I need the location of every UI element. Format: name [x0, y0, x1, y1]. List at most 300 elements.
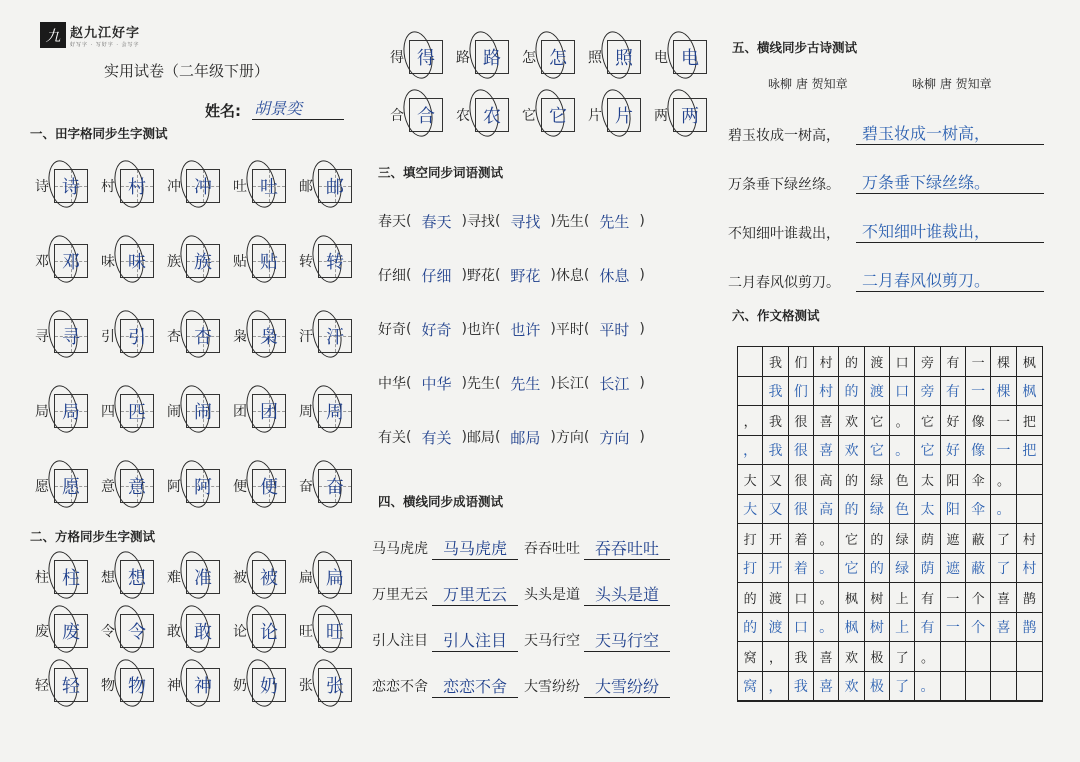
handwritten-cell[interactable]: 好 [941, 436, 966, 466]
printed-cell: 。 [991, 465, 1016, 495]
answer-paren[interactable] [495, 373, 556, 394]
answer-box[interactable] [186, 394, 220, 428]
printed-cell: 棵 [991, 347, 1016, 377]
handwritten-cell[interactable]: 树 [865, 613, 890, 643]
handwritten-cell[interactable]: 它 [915, 436, 940, 466]
handwritten-cell[interactable]: 像 [966, 436, 991, 466]
prompt-word: 平时 [555, 322, 584, 338]
handwritten-cell[interactable] [966, 672, 991, 702]
answer-char: 论 [260, 622, 278, 643]
char-row [30, 298, 360, 373]
poem-answer[interactable]: 不知细叶谁裁出， [856, 219, 1044, 243]
prompt-word: 春天 [378, 214, 406, 230]
answer-box[interactable] [186, 668, 220, 702]
handwritten-cell[interactable]: 了 [991, 554, 1016, 584]
answer-char: 合 [417, 106, 435, 127]
prompt-char: 两 [654, 108, 668, 124]
close-paren: ) [461, 375, 467, 391]
handwritten-cell[interactable]: 阳 [941, 495, 966, 525]
prompt-char: 轻 [35, 678, 49, 694]
handwritten-cell[interactable]: 的 [865, 554, 890, 584]
close-paren: ) [550, 429, 556, 445]
handwritten-cell[interactable]: 欢 [839, 436, 864, 466]
prompt-char: 废 [35, 624, 49, 640]
answer-box[interactable] [607, 98, 641, 132]
printed-cell: 很 [789, 406, 814, 436]
printed-cell: 了 [890, 642, 915, 672]
answer-paren[interactable] [495, 319, 556, 340]
answer-box[interactable] [318, 668, 352, 702]
handwritten-cell[interactable] [941, 672, 966, 702]
prompt-char: 柱 [35, 570, 49, 586]
answer-box[interactable] [54, 394, 88, 428]
printed-cell: 了 [991, 524, 1016, 554]
printed-cell: 。 [915, 642, 940, 672]
logo-mark-icon: 九 [40, 22, 66, 48]
section-title-2: 二、方格同步生字测试 [30, 529, 156, 544]
answer-idiom[interactable]: 引人注目 [432, 628, 518, 652]
logo-subtext: 好写字 · 写好字 · 会写字 [70, 42, 140, 48]
answer-box[interactable] [54, 614, 88, 648]
prompt-char: 照 [588, 50, 602, 66]
answer-box[interactable] [409, 40, 443, 74]
answer-box[interactable] [252, 614, 286, 648]
open-paren: ( [583, 267, 590, 283]
handwritten-cell[interactable]: 。 [814, 613, 839, 643]
name-field[interactable]: 胡景奕 [252, 96, 344, 120]
printed-cell: 阳 [941, 465, 966, 495]
handwritten-cell[interactable]: 蔽 [966, 554, 991, 584]
handwritten-cell[interactable]: 村 [1017, 554, 1042, 584]
answer-box[interactable] [673, 40, 707, 74]
prompt-char: 片 [588, 108, 602, 124]
answer-box[interactable] [186, 560, 220, 594]
answer-char: 准 [194, 568, 212, 589]
prompt-char: 农 [456, 108, 470, 124]
answer-char: 杏 [194, 326, 212, 348]
handwritten-cell[interactable]: 一 [991, 436, 1016, 466]
answer-box[interactable] [186, 614, 220, 648]
section-title-4: 四、横线同步成语测试 [378, 494, 504, 509]
answer-idiom[interactable]: 恋恋不舍 [432, 674, 518, 698]
answer-box[interactable] [120, 244, 154, 278]
answer-word: 长江 [599, 374, 630, 393]
answer-paren[interactable] [495, 427, 556, 448]
answer-box[interactable] [120, 394, 154, 428]
answer-box[interactable] [54, 244, 88, 278]
handwritten-cell[interactable]: 着 [789, 554, 814, 584]
printed-cell: 绿 [890, 524, 915, 554]
answer-char: 村 [128, 176, 146, 198]
answer-paren[interactable] [495, 211, 556, 232]
close-paren: ) [639, 321, 645, 337]
answer-char: 邮 [326, 176, 344, 198]
handwritten-cell[interactable]: 很 [789, 495, 814, 525]
printed-cell: 喜 [814, 406, 839, 436]
handwritten-cell[interactable]: 窝 [738, 672, 763, 702]
printed-cell: 它 [915, 406, 940, 436]
handwritten-cell[interactable]: 一 [941, 613, 966, 643]
answer-paren[interactable] [584, 427, 645, 448]
answer-box[interactable] [186, 169, 220, 203]
handwritten-cell[interactable]: 色 [890, 495, 915, 525]
handwritten-cell[interactable]: 高 [814, 495, 839, 525]
answer-box[interactable] [318, 169, 352, 203]
prompt-char: 贴 [233, 253, 247, 270]
open-paren: ( [583, 213, 590, 229]
printed-cell: 蔽 [966, 524, 991, 554]
open-paren: ( [406, 267, 412, 283]
answer-box[interactable] [318, 244, 352, 278]
section-title-5: 五、横线同步古诗测试 [732, 40, 858, 55]
answer-char: 味 [128, 251, 146, 273]
handwritten-cell[interactable]: 我 [789, 672, 814, 702]
answer-box[interactable] [475, 98, 509, 132]
answer-char: 引 [128, 326, 146, 348]
answer-paren[interactable] [406, 427, 467, 448]
prompt-char: 引 [101, 328, 115, 345]
handwritten-cell[interactable]: 大 [738, 495, 763, 525]
answer-char: 旺 [326, 622, 344, 643]
answer-box[interactable] [252, 394, 286, 428]
handwritten-cell[interactable]: 极 [865, 672, 890, 702]
printed-cell: 伞 [966, 465, 991, 495]
handwritten-cell[interactable]: 。 [890, 436, 915, 466]
answer-paren[interactable] [584, 319, 645, 340]
poem-line [728, 96, 1044, 145]
prompt-word: 先生 [555, 214, 584, 230]
answer-paren[interactable] [495, 265, 556, 286]
answer-box[interactable] [318, 469, 352, 503]
handwritten-cell[interactable]: 。 [991, 495, 1016, 525]
prompt-char: 论 [233, 624, 247, 640]
printed-cell: 遮 [941, 524, 966, 554]
handwritten-cell[interactable]: 把 [1017, 436, 1042, 466]
answer-paren[interactable] [406, 265, 467, 286]
paper-title: 实用试卷（二年级下册） [104, 62, 270, 80]
answer-char: 意 [128, 476, 146, 498]
answer-word: 仔细 [421, 266, 452, 285]
printed-cell: 有 [941, 347, 966, 377]
printed-cell: 着 [789, 524, 814, 554]
prompt-char: 团 [233, 403, 247, 420]
answer-idiom[interactable]: 头头是道 [584, 582, 670, 606]
section-4-list [372, 514, 676, 698]
printed-cell: 我 [763, 406, 788, 436]
prompt-char: 被 [233, 570, 247, 586]
answer-paren[interactable] [406, 373, 467, 394]
prompt-char: 敢 [167, 624, 181, 640]
printed-cell: 它 [865, 406, 890, 436]
answer-box[interactable] [54, 319, 88, 353]
answer-box[interactable] [186, 244, 220, 278]
answer-word: 有关 [421, 428, 452, 447]
printed-cell: 们 [789, 347, 814, 377]
close-paren: ) [639, 375, 645, 391]
answer-idiom[interactable]: 万里无云 [432, 582, 518, 606]
handwritten-cell[interactable]: 它 [865, 436, 890, 466]
answer-char: 路 [483, 48, 501, 69]
open-paren: ( [406, 429, 412, 445]
handwritten-cell[interactable]: 很 [789, 436, 814, 466]
answer-box[interactable] [54, 668, 88, 702]
answer-box[interactable] [252, 319, 286, 353]
printed-cell: 口 [789, 583, 814, 613]
prompt-char: 邓 [35, 253, 49, 270]
open-paren: ( [494, 375, 501, 391]
answer-paren[interactable] [584, 373, 645, 394]
char-row [30, 448, 360, 523]
handwritten-cell[interactable]: ， [738, 436, 763, 466]
char-row [30, 550, 360, 604]
answer-box[interactable] [318, 560, 352, 594]
poem-prompt: 不知细叶谁裁出， [728, 226, 840, 242]
prompt-char: 周 [299, 403, 313, 420]
answer-box[interactable] [318, 394, 352, 428]
answer-word: 也许 [510, 320, 541, 339]
answer-idiom[interactable]: 吞吞吐吐 [584, 536, 670, 560]
printed-cell: 开 [763, 524, 788, 554]
handwritten-cell[interactable]: 荫 [915, 554, 940, 584]
answer-box[interactable] [54, 560, 88, 594]
answer-box[interactable] [252, 668, 286, 702]
handwritten-cell[interactable]: 旁 [915, 377, 940, 407]
printed-cell: 口 [890, 347, 915, 377]
answer-box[interactable] [120, 668, 154, 702]
printed-cell [991, 642, 1016, 672]
poem-line [728, 194, 1044, 243]
answer-idiom[interactable]: 天马行空 [584, 628, 670, 652]
answer-paren[interactable] [406, 319, 467, 340]
answer-idiom[interactable]: 大雪纷纷 [584, 674, 670, 698]
prompt-word: 先生 [466, 376, 495, 392]
prompt-char: 闹 [167, 403, 181, 420]
handwritten-cell[interactable]: 枫 [839, 613, 864, 643]
handwritten-cell[interactable]: 喜 [991, 613, 1016, 643]
handwritten-cell[interactable]: 一 [966, 377, 991, 407]
answer-word: 方向 [599, 428, 630, 447]
handwritten-cell[interactable]: 了 [890, 672, 915, 702]
handwritten-cell[interactable]: 有 [915, 613, 940, 643]
handwritten-cell[interactable] [1017, 495, 1042, 525]
prompt-char: 它 [522, 108, 536, 124]
answer-box[interactable] [673, 98, 707, 132]
answer-box[interactable] [120, 169, 154, 203]
handwritten-cell[interactable]: 的 [839, 377, 864, 407]
answer-box[interactable] [252, 469, 286, 503]
answer-char: 废 [62, 622, 80, 643]
prompt-char: 物 [101, 678, 115, 694]
printed-cell: 绿 [865, 465, 890, 495]
prompt-char: 味 [101, 253, 115, 270]
printed-cell: 。 [890, 406, 915, 436]
handwritten-cell[interactable]: 上 [890, 613, 915, 643]
prompt-char: 奶 [233, 678, 247, 694]
close-paren: ) [461, 321, 467, 337]
open-paren: ( [494, 429, 501, 445]
handwritten-cell[interactable]: 枫 [1017, 377, 1042, 407]
answer-box[interactable] [409, 98, 443, 132]
answer-paren[interactable] [406, 211, 467, 232]
answer-char: 照 [615, 48, 633, 69]
handwritten-cell[interactable]: 们 [789, 377, 814, 407]
poem-answer[interactable]: 碧玉妆成一树高， [856, 121, 1044, 145]
answer-char: 两 [681, 106, 699, 127]
prompt-idiom: 万里无云 [372, 587, 428, 603]
handwritten-cell[interactable]: 喜 [814, 672, 839, 702]
answer-char: 农 [483, 106, 501, 127]
prompt-word: 中华 [378, 376, 406, 392]
handwritten-cell[interactable]: 太 [915, 495, 940, 525]
handwritten-cell[interactable]: 的 [738, 613, 763, 643]
answer-box[interactable] [186, 469, 220, 503]
handwritten-cell[interactable]: 伞 [966, 495, 991, 525]
handwritten-cell[interactable]: 它 [839, 554, 864, 584]
prompt-char: 旺 [299, 624, 313, 640]
section-1-grid [30, 148, 360, 523]
printed-cell: 的 [839, 465, 864, 495]
answer-box[interactable] [120, 560, 154, 594]
printed-cell [1017, 642, 1042, 672]
answer-box[interactable] [318, 614, 352, 648]
word-row [378, 194, 645, 248]
printed-cell: 。 [814, 583, 839, 613]
prompt-idiom: 头头是道 [524, 587, 580, 603]
answer-box[interactable] [318, 319, 352, 353]
handwritten-cell[interactable]: 个 [966, 613, 991, 643]
answer-char: 令 [128, 622, 146, 643]
handwritten-cell[interactable]: 渡 [763, 613, 788, 643]
prompt-char: 扁 [299, 570, 313, 586]
open-paren: ( [406, 375, 412, 391]
handwritten-cell[interactable]: 口 [890, 377, 915, 407]
answer-char: 便 [260, 476, 278, 498]
prompt-char: 合 [390, 108, 404, 124]
printed-cell: 太 [915, 465, 940, 495]
handwritten-cell[interactable]: 喜 [814, 436, 839, 466]
answer-paren[interactable] [584, 211, 645, 232]
printed-cell: 喜 [814, 642, 839, 672]
prompt-char: 冲 [167, 178, 181, 195]
answer-box[interactable] [541, 98, 575, 132]
poem-line [728, 243, 1044, 292]
handwritten-cell[interactable]: 打 [738, 554, 763, 584]
printed-cell: 。 [814, 524, 839, 554]
answer-paren[interactable] [584, 265, 645, 286]
handwritten-cell[interactable]: 棵 [991, 377, 1016, 407]
answer-box[interactable] [252, 560, 286, 594]
handwritten-cell[interactable]: 遮 [941, 554, 966, 584]
handwritten-cell[interactable]: 渡 [865, 377, 890, 407]
answer-box[interactable] [120, 614, 154, 648]
handwritten-cell[interactable]: 。 [915, 672, 940, 702]
handwritten-cell[interactable] [738, 377, 763, 407]
handwritten-cell[interactable]: 村 [814, 377, 839, 407]
handwritten-cell[interactable]: 绿 [890, 554, 915, 584]
poem-heading-right: 咏柳 唐 贺知章 [912, 77, 992, 91]
answer-box[interactable] [252, 244, 286, 278]
prompt-char: 汗 [299, 328, 313, 345]
answer-box[interactable] [120, 469, 154, 503]
prompt-word: 休息 [555, 268, 584, 284]
prompt-char: 四 [101, 403, 115, 420]
printed-cell [966, 642, 991, 672]
handwritten-cell[interactable]: ， [763, 672, 788, 702]
answer-char: 闹 [194, 401, 212, 423]
answer-word: 先生 [510, 374, 541, 393]
handwritten-cell[interactable]: 又 [763, 495, 788, 525]
printed-cell: 大 [738, 465, 763, 495]
answer-word: 邮局 [510, 428, 541, 447]
printed-cell: 渡 [763, 583, 788, 613]
handwritten-cell[interactable]: 。 [814, 554, 839, 584]
answer-box[interactable] [475, 40, 509, 74]
poem-heading-left: 咏柳 唐 贺知章 [768, 77, 848, 91]
answer-char: 得 [417, 48, 435, 69]
poem-answer[interactable]: 万条垂下绿丝绦。 [856, 170, 1044, 194]
answer-char: 诗 [62, 176, 80, 198]
answer-char: 汗 [326, 326, 344, 348]
printed-cell: 我 [789, 642, 814, 672]
handwritten-cell[interactable] [991, 672, 1016, 702]
printed-cell: 好 [941, 406, 966, 436]
open-paren: ( [494, 213, 501, 229]
open-paren: ( [494, 321, 501, 337]
answer-box[interactable] [541, 40, 575, 74]
answer-box[interactable] [54, 469, 88, 503]
handwritten-cell[interactable]: 我 [763, 436, 788, 466]
prompt-word: 也许 [466, 322, 495, 338]
close-paren: ) [639, 267, 645, 283]
handwritten-cell[interactable]: 开 [763, 554, 788, 584]
open-paren: ( [583, 429, 590, 445]
handwritten-cell[interactable]: 绿 [865, 495, 890, 525]
handwritten-cell[interactable]: 我 [763, 377, 788, 407]
handwritten-cell[interactable]: 有 [941, 377, 966, 407]
idiom-row [372, 514, 676, 560]
printed-cell: ， [763, 642, 788, 672]
answer-box[interactable] [54, 169, 88, 203]
prompt-char: 枭 [233, 328, 247, 345]
answer-char: 敢 [194, 622, 212, 643]
answer-word: 寻找 [510, 212, 541, 231]
printed-cell: 我 [763, 347, 788, 377]
answer-char: 被 [260, 568, 278, 589]
prompt-idiom: 天马行空 [524, 633, 580, 649]
poem-answer[interactable]: 二月春风似剪刀。 [856, 268, 1044, 292]
printed-cell: 有 [915, 583, 940, 613]
answer-box[interactable] [252, 169, 286, 203]
handwritten-cell[interactable]: 的 [839, 495, 864, 525]
prompt-char: 吐 [233, 178, 247, 195]
close-paren: ) [550, 321, 556, 337]
char-row [385, 28, 715, 86]
answer-box[interactable] [186, 319, 220, 353]
printed-cell: ， [738, 406, 763, 436]
handwritten-cell[interactable]: 鹊 [1017, 613, 1042, 643]
printed-cell: 它 [839, 524, 864, 554]
handwritten-cell[interactable]: 口 [789, 613, 814, 643]
answer-char: 怎 [549, 48, 567, 69]
prompt-char: 张 [299, 678, 313, 694]
answer-box[interactable] [607, 40, 641, 74]
answer-idiom[interactable]: 马马虎虎 [432, 536, 518, 560]
handwritten-cell[interactable]: 欢 [839, 672, 864, 702]
handwritten-cell[interactable] [1017, 672, 1042, 702]
answer-box[interactable] [120, 319, 154, 353]
answer-char: 冲 [194, 176, 212, 198]
printed-cell: 把 [1017, 406, 1042, 436]
